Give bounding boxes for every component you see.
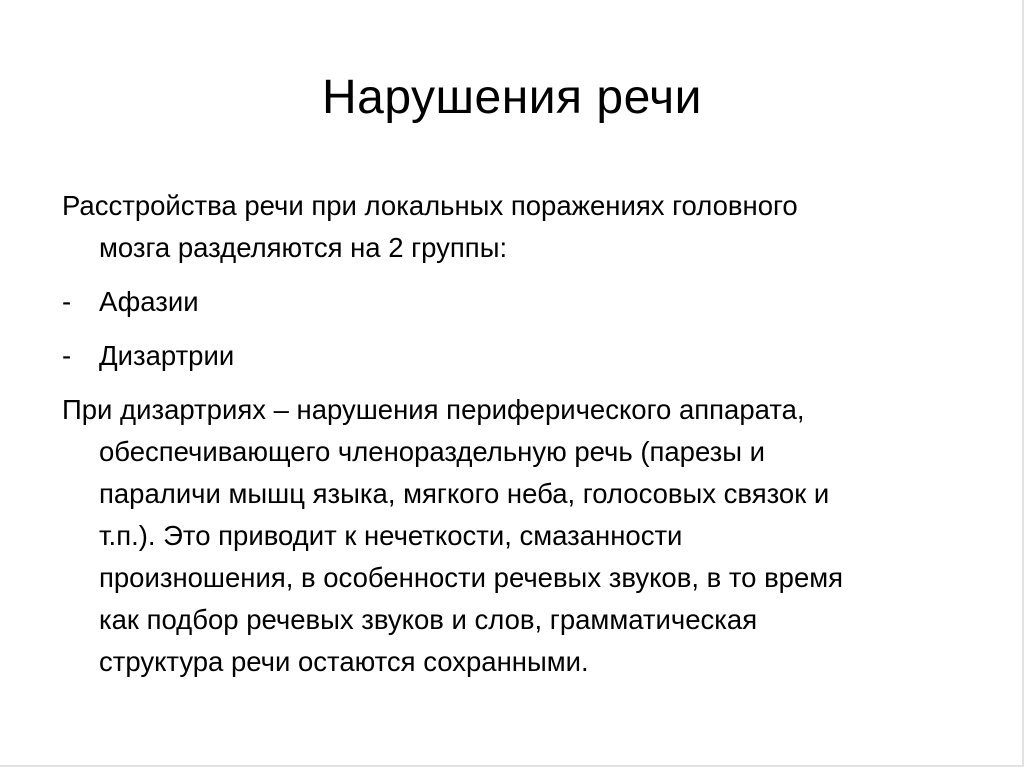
slide-title: Нарушения речи (322, 71, 702, 124)
paragraph-line: структура речи остаются сохранными. (99, 646, 589, 677)
intro-line: мозга разделяются на 2 группы: (99, 232, 508, 263)
bullet-marker: - (62, 340, 72, 371)
paragraph-line: параличи мышц языка, мягкого неба, голосовых связок и (99, 478, 830, 509)
paragraph-line: обеспечивающего членораздельную речь (парезы и (99, 436, 766, 467)
list-item-dysarthria (62, 335, 962, 377)
paragraph-line: произношения, в особенности речевых звуков, в то время (99, 562, 844, 593)
dysarthria-paragraph (62, 389, 962, 683)
list-item-aphasia (62, 281, 962, 323)
paragraph-line: т.п.). Это приводит к нечеткости, смазанности (99, 520, 683, 551)
intro-line: Расстройства речи при локальных поражениях головного (62, 190, 798, 221)
intro-paragraph (62, 185, 962, 269)
bullet-text: Дизартрии (99, 340, 235, 371)
bullet-text: Афазии (99, 286, 199, 317)
paragraph-line: При дизартриях – нарушения периферического аппарата, (62, 394, 805, 425)
paragraph-line: как подбор речевых звуков и слов, грамматическая (99, 604, 758, 635)
bullet-marker: - (62, 286, 72, 317)
slide-body (62, 185, 962, 683)
